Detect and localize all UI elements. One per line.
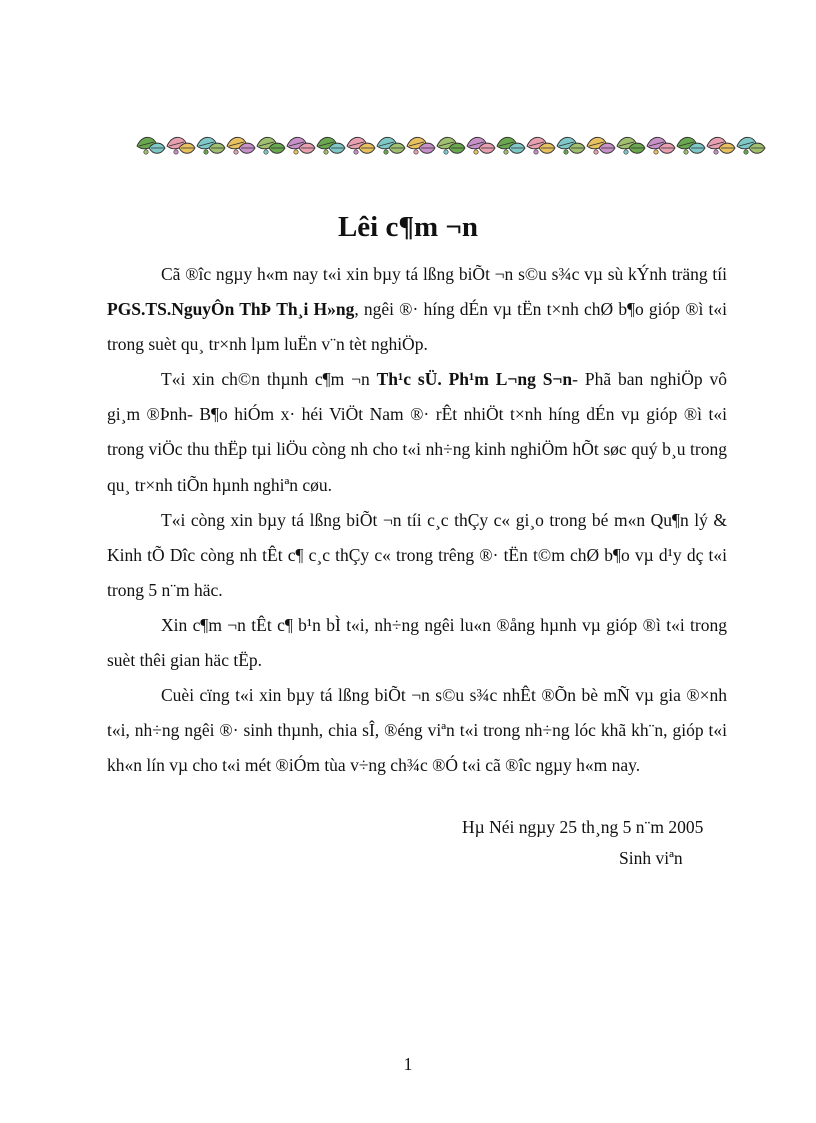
leaf-icon [377, 137, 405, 154]
leaf-icon [197, 137, 225, 154]
leaf-icon [137, 137, 165, 154]
leaf-icon [707, 137, 735, 154]
text-run: T«i còng xin bµy tá lßng biÕt ¬n tíi c¸c thÇy c« gi¸o trong bé m«n Qu¶n lý & Kinh tÕ Dîc còng nh tÊt c¶ c¸c thÇy c« trong trêng ®· tËn t©m chØ b¶o vµ d¹y dç t«i trong 5 n¨m häc. [107, 509, 727, 600]
leaf-icon [467, 137, 495, 154]
text-run: - Phã ban nghiÖp vô gi¸m ®Þnh- B¶o hiÓm x· héi ViÖt Nam ®· rÊt nhiÖt t×nh híng dÉn vµ gióp ®ì t«i trong viÖc thu thËp tµi liÖu còng nh cho t«i nh÷ng kinh nghiÖm hÕt søc quý b¸u trong qu¸ tr×nh tiÕn hµnh nghiªn cøu. [107, 369, 727, 495]
text-run: T«i xin ch©n thµnh c¶m ¬n [161, 369, 377, 390]
text-run: Xin c¶m ¬n tÊt c¶ b¹n bÌ t«i, nh÷ng ngêi lu«n ®ång hµnh vµ gióp ®ì t«i trong suèt thêi gian häc tËp. [107, 614, 727, 671]
acknowledgement-body [107, 257, 727, 783]
leaf-icon [557, 137, 585, 154]
leaf-icon [737, 137, 765, 154]
signer-label: Sinh viªn [619, 848, 683, 868]
leaf-icon [257, 137, 285, 154]
leaf-icon [497, 137, 525, 154]
leaf-icon [407, 137, 435, 154]
text-run: , ngêi ®· híng dÉn vµ tËn t×nh chØ b¶o gióp ®ì t«i trong suèt qu¸ tr×nh lµm luËn v¨n tèt nghiÖp. [107, 299, 728, 355]
page-title: Lêi c¶m ¬n [337, 211, 479, 243]
decorative-leaf-border [133, 132, 766, 158]
paragraph [107, 257, 727, 362]
leaf-icon [347, 137, 375, 154]
leaf-icon [617, 137, 645, 154]
date-line: Hµ Néi ngµy 25 th¸ng 5 n¨m 2005 [462, 817, 704, 837]
leaf-icon [647, 137, 675, 154]
paragraph [107, 608, 727, 678]
leaf-icon [287, 137, 315, 154]
leaf-icon [227, 137, 255, 154]
page-number: 1 [403, 1054, 413, 1074]
paragraph [107, 362, 727, 502]
text-run: Cuèi cïng t«i xin bµy tá lßng biÕt ¬n s©u s¾c nhÊt ®Õn bè mÑ vµ gia ®×nh t«i, nh÷ng ngêi ®· sinh thµnh, chia sÎ, ®éng viªn t«i trong nh÷ng lóc khã kh¨n, gióp t«i kh«n lín vµ cho t«i mét ®iÓm tùa v÷ng ch¾c ®Ó t«i cã ®îc ngµy h«m nay. [107, 685, 727, 776]
leaf-icon [587, 137, 615, 154]
bold-name: PGS.TS.NguyÔn ThÞ Th¸i H»ng [107, 299, 355, 320]
bold-name: Th¹c sÜ. Ph¹m L¬ng S¬n [376, 369, 573, 390]
leaf-icon [527, 137, 555, 154]
leaf-icon [677, 137, 705, 154]
text-run: Cã ®îc ngµy h«m nay t«i xin bµy tá lßng biÕt ¬n s©u s¾c vµ sù kÝnh träng tíi [161, 264, 727, 284]
leaf-icon [317, 137, 345, 154]
paragraph [107, 678, 727, 783]
paragraph [107, 503, 727, 608]
leaf-icon [437, 137, 465, 154]
leaf-icon [167, 137, 195, 154]
